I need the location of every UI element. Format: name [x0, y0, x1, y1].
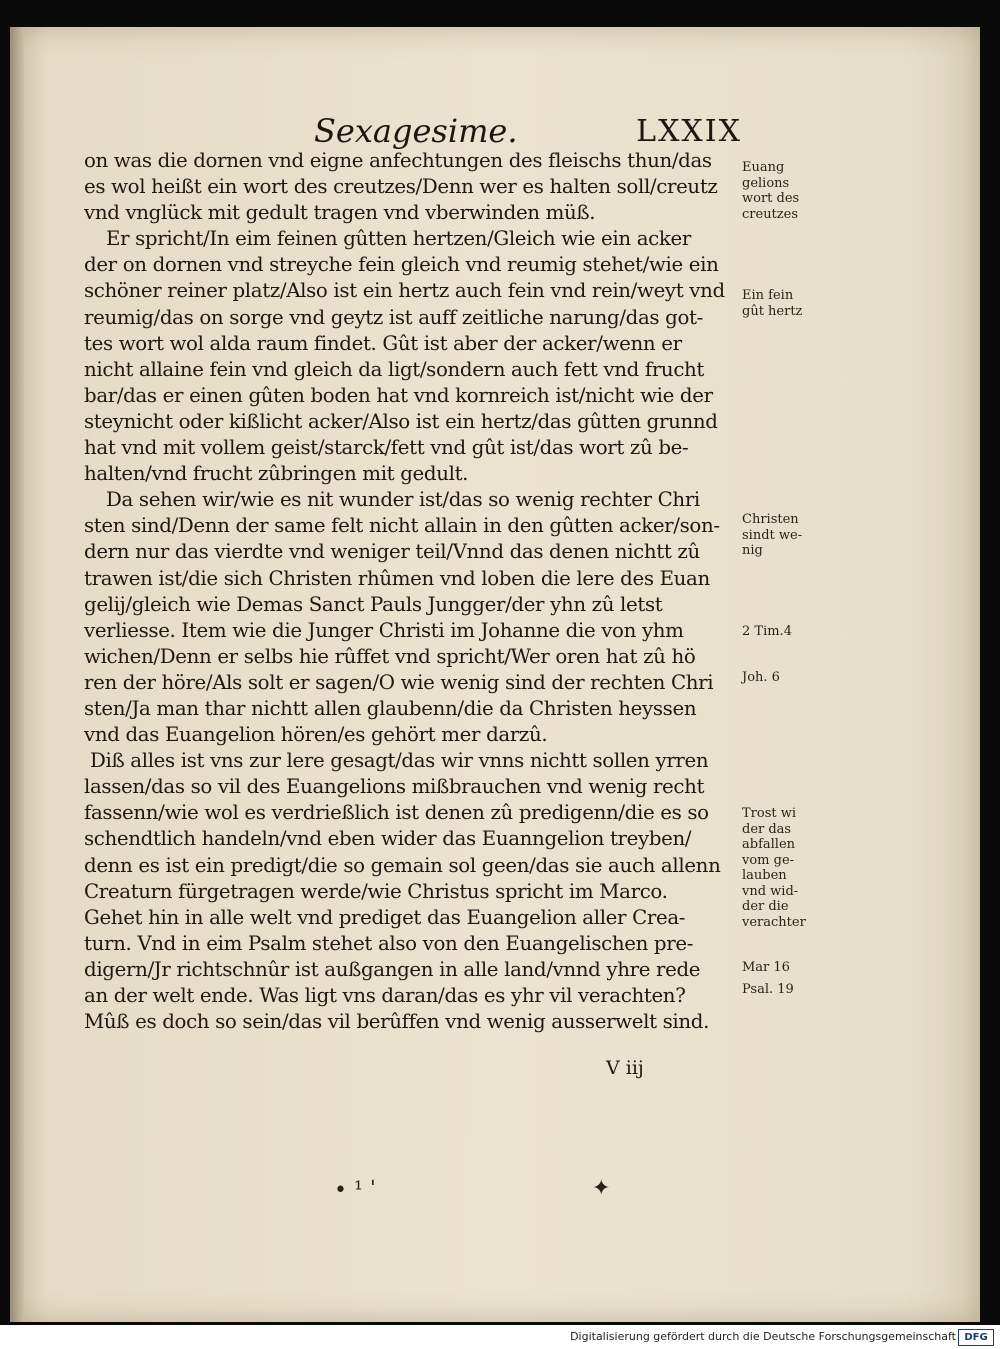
text-line: schendtlich handeln/vnd eben wider das Euanngelion treyben/: [84, 827, 692, 851]
margin-note-line: vnd wid-: [742, 883, 799, 899]
text-line: dern nur das vierdte vnd weniger teil/Vnnd das denen nichtt zû: [84, 540, 700, 564]
margin-note-line: nig: [742, 543, 763, 558]
text-line: steynicht oder kißlicht acker/Also ist ein hertz/das gûtten grunnd: [84, 409, 718, 433]
text-line: denn es ist ein predigt/die so gemain sol geen/das sie auch allenn: [84, 853, 721, 877]
margin-note-line: Mar 16: [742, 960, 790, 975]
text-line: Da sehen wir/wie es nit wunder ist/das so wenig rechter Chri: [106, 488, 700, 512]
text-line: Gehet hin in alle welt vnd prediget das Euangelion aller Crea-: [84, 905, 686, 929]
margin-note-line: Euang: [742, 160, 785, 175]
margin-note-christen: [742, 512, 822, 559]
margin-note-line: verachter: [742, 914, 806, 930]
text-line: nicht allaine fein vnd gleich da ligt/sondern auch fett vnd frucht: [84, 357, 705, 381]
text-line: vnd das Euangelion hören/es gehört mer darzû.: [84, 723, 548, 747]
margin-note-line: der die: [742, 899, 789, 914]
margin-note-line: gelions: [742, 175, 790, 191]
text-line: es wol heißt ein wort des creutzes/Denn wer es halten soll/creutz: [84, 175, 718, 199]
text-line: ren der höre/Als solt er sagen/O wie wenig sind der rechten Chri: [84, 670, 714, 694]
text-line: bar/das er einen gûten boden hat vnd kornreich ist/nicht wie der: [84, 383, 713, 407]
margin-note-line: Joh. 6: [742, 670, 780, 685]
text-line: digern/Jr richtschnûr ist außgangen in alle land/vnnd yhre rede: [84, 957, 701, 981]
margin-note-john: [742, 670, 822, 686]
footer-bar: [0, 1325, 1000, 1349]
page-header: [314, 112, 742, 152]
margin-note-line: Ein fein: [742, 288, 794, 303]
text-line: lassen/das so vil des Euangelions mißbrauchen vnd wenig recht: [84, 775, 705, 799]
margin-note-mark: [742, 960, 822, 976]
ink-blot-icon: ✦: [592, 1176, 611, 1201]
text-line: an der welt ende. Was ligt vns daran/das es yhr vil verachten?: [84, 984, 686, 1007]
margin-note-line: Psal. 19: [742, 982, 794, 997]
text-line: Creaturn fürgetragen werde/wie Christus spricht im Marco.: [84, 879, 668, 903]
text-line: Mûß es doch so sein/das vil berûffen vnd wenig ausserwelt sind.: [84, 1010, 710, 1034]
margin-note-line: wort des: [742, 191, 800, 206]
margin-note-psalm: [742, 982, 822, 998]
text-line: verliesse. Item wie die Junger Christi im Johanne die von yhm: [84, 618, 684, 642]
text-line: schöner reiner platz/Also ist ein hertz auch fein vnd rein/weyt vnd: [84, 279, 725, 303]
ink-specks-icon: • ¹ ˈ: [334, 1178, 376, 1203]
text-line: sten/Ja man thar nichtt allen glaubenn/die da Christen heyssen: [84, 696, 697, 720]
text-line: halten/vnd frucht zûbringen mit gedult.: [84, 462, 469, 486]
margin-note-fein-hertz: [742, 288, 822, 319]
text-line: gelij/gleich wie Demas Sanct Pauls Jungger/der yhn zû letst: [84, 592, 663, 616]
margin-note-line: abfallen: [742, 837, 796, 852]
text-line: turn. Vnd in eim Psalm stehet also von den Euangelischen pre-: [84, 931, 694, 955]
margin-note-trost: [742, 806, 822, 930]
text-line: reumig/das on sorge vnd geytz ist auff zeitliche narung/das got-: [84, 305, 703, 329]
text-line: Diß alles ist vns zur lere gesagt/das wir vnns nichtt sollen yrren: [90, 749, 709, 773]
text-line: wichen/Denn er selbs hie rûffet vnd spricht/Wer oren hat zû hö: [84, 644, 696, 668]
text-line: sten sind/Denn der same felt nicht allain in den gûtten acker/son-: [84, 514, 720, 538]
margin-note-line: lauben: [742, 868, 787, 883]
text-line: Er spricht/In eim feinen gûtten hertzen/Gleich wie ein acker: [106, 227, 691, 251]
signature-mark: V iij: [606, 1057, 644, 1079]
running-head: Sexagesime.: [314, 112, 518, 150]
text-line: der on dornen vnd streyche fein gleich vnd reumig stehet/wie ein: [84, 253, 719, 277]
footer-credit: Digitalisierung gefördert durch die Deutsche Forschungsgemeinschaft: [570, 1330, 956, 1343]
text-line: trawen ist/die sich Christen rhûmen vnd loben die lere des Euan: [84, 566, 710, 590]
body-text: [84, 148, 740, 1035]
text-line: fassenn/wie wol es verdrießlich ist denen zû predigenn/die es so: [84, 801, 709, 825]
margin-note-line: der das: [742, 821, 792, 837]
margin-note-line: vom ge-: [742, 852, 795, 868]
text-line: tes wort wol alda raum findet. Gût ist aber der acker/wenn er: [84, 331, 682, 355]
margin-note-line: sindt we-: [742, 527, 803, 543]
dfg-logo: DFG: [958, 1329, 994, 1346]
margin-note-line: Christen: [742, 512, 799, 527]
margin-note-line: 2 Tim.4: [742, 624, 792, 639]
margin-note-line: gût hertz: [742, 303, 803, 319]
margin-note-timothy: [742, 624, 822, 640]
text-line: hat vnd mit vollem geist/starck/fett vnd gût ist/das wort zû be-: [84, 436, 689, 460]
margin-note-line: creutzes: [742, 206, 798, 222]
text-line: on was die dornen vnd eigne anfechtungen des fleischs thun/das: [84, 149, 712, 172]
text-line: vnd vnglück mit gedult tragen vnd vberwinden müß.: [84, 201, 596, 225]
margin-note-euangelions: [742, 160, 822, 222]
folio-number: LXXIX: [636, 114, 742, 149]
margin-note-line: Trost wi: [742, 806, 797, 821]
